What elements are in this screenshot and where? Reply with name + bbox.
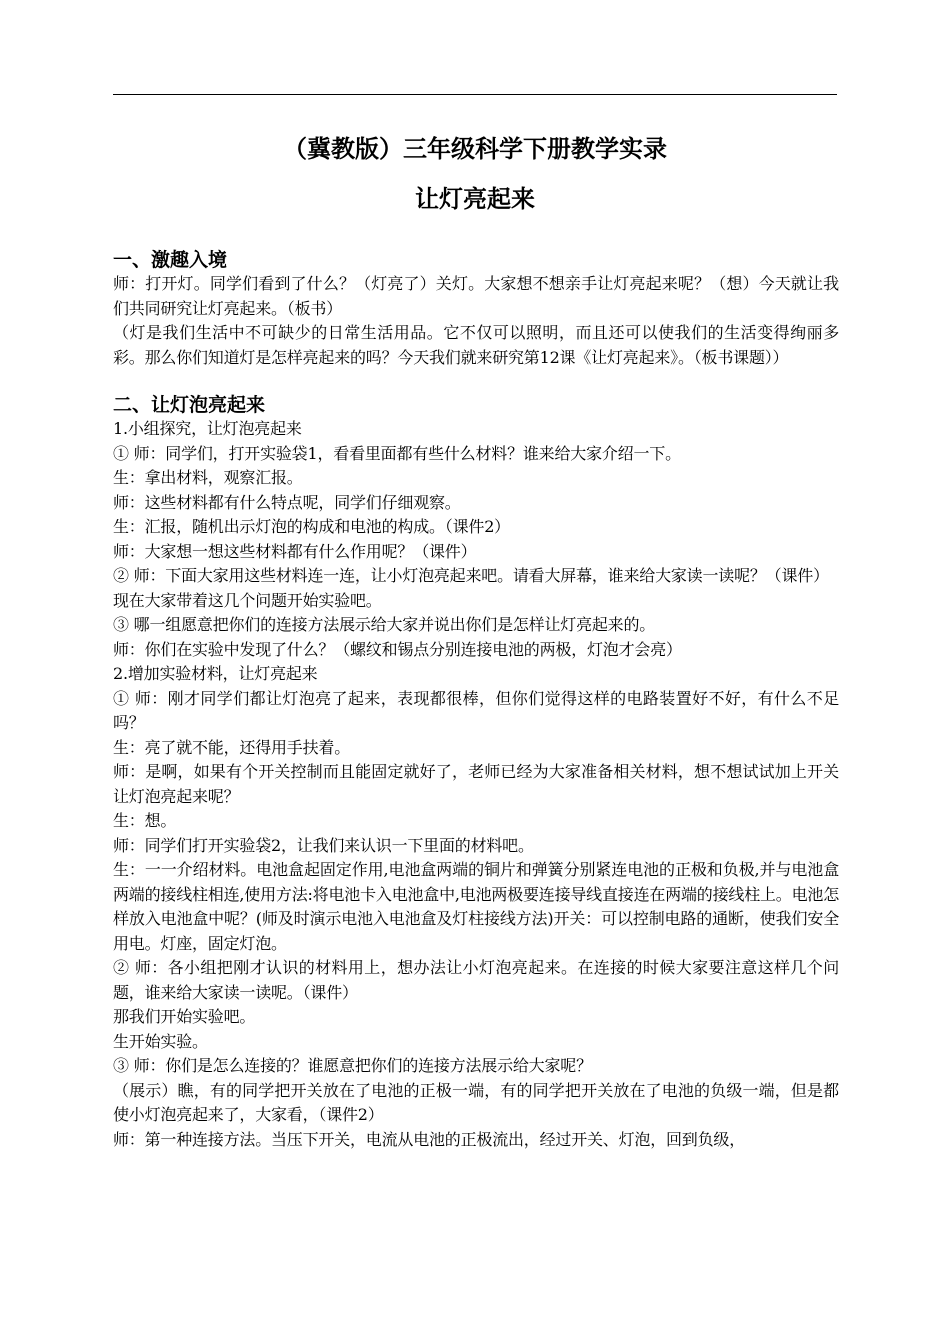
paragraph: 生：亮了就不能，还得用手扶着。: [113, 737, 351, 757]
header-rule: [113, 94, 837, 95]
paragraph: 师：同学们打开实验袋2，让我们来认识一下里面的材料吧。: [113, 835, 534, 855]
paragraph: 生开始实验。: [113, 1031, 208, 1051]
section-heading-1: 一、激趣入境: [113, 249, 228, 271]
paragraph: ② 师：各小组把刚才认识的材料用上，想办法让小灯泡亮起来。在连接的时候大家要注意这样几个问题，谁来给大家读一读呢。（课件）: [113, 958, 839, 1002]
paragraph: 师：你们在实验中发现了什么？（螺纹和锡点分别连接电池的两极，灯泡才会亮）: [113, 639, 682, 659]
paragraph: （展示）瞧，有的同学把开关放在了电池的正极一端，有的同学把开关放在了电池的负级一端，但是都使小灯泡亮起来了，大家看，（课件2）: [113, 1080, 839, 1124]
paragraph: 师：第一种连接方法。当压下开关，电流从电池的正极流出，经过开关、灯泡，回到负级，: [113, 1129, 746, 1149]
paragraph: ① 师：同学们，打开实验袋1，看看里面都有些什么材料？谁来给大家介绍一下。: [113, 443, 681, 463]
paragraph: 现在大家带着这几个问题开始实验吧。: [113, 590, 382, 610]
paragraph: 那我们开始实验吧。: [113, 1007, 256, 1026]
paragraph: 师：打开灯。同学们看到了什么？（灯亮了）关灯。大家想不想亲手让灯亮起来呢？（想）今天就让我们共同研究让灯亮起来。（板书）: [113, 274, 839, 318]
paragraph: 师：这些材料都有什么特点呢，同学们仔细观察。: [113, 492, 461, 512]
paragraph: 1.小组探究，让灯泡亮起来: [113, 419, 302, 438]
document-title: （冀教版）三年级科学下册教学实录: [283, 135, 667, 163]
paragraph: ③ 哪一组愿意把你们的连接方法展示给大家并说出你们是怎样让灯亮起来的。: [113, 615, 656, 634]
paragraph: ② 师：下面大家用这些材料连一连，让小灯泡亮起来吧。请看大屏幕，谁来给大家读一读呢？（课件）: [113, 566, 829, 585]
paragraph: 2.增加实验材料，让灯亮起来: [113, 664, 318, 683]
paragraph: ③ 师：你们是怎么连接的？谁愿意把你们的连接方法展示给大家呢？: [113, 1056, 592, 1075]
paragraph: 生：想。: [113, 811, 177, 830]
document-subtitle: 让灯亮起来: [415, 185, 535, 213]
paragraph: ① 师：刚才同学们都让灯泡亮了起来，表现都很棒，但你们觉得这样的电路装置好不好，有什么不足吗？: [113, 688, 839, 732]
paragraph: （灯是我们生活中不可缺少的日常生活用品。它不仅可以照明，而且还可以使我们的生活变得绚丽多彩。那么你们知道灯是怎样亮起来的吗？今天我们就来研究第12课《让灯亮起来》。（板书课题））: [113, 323, 839, 367]
paragraph: 师：大家想一想这些材料都有什么作用呢？（课件）: [113, 541, 477, 561]
paragraph: 生：汇报，随机出示灯泡的构成和电池的构成。（课件2）: [113, 517, 510, 536]
paragraph: 师：是啊，如果有个开关控制而且能固定就好了，老师已经为大家准备相关材料，想不想试试加上开关让灯泡亮起来呢？: [113, 762, 839, 806]
section-heading-2: 二、让灯泡亮起来: [113, 394, 266, 416]
paragraph: 生：一一介绍材料。电池盒起固定作用,电池盒两端的铜片和弹簧分别紧连电池的正极和负极,并与电池盒两端的接线柱相连,使用方法:将电池卡入电池盒中,电池两极要连接导线直接连在两端的接线柱上。电池怎样放入电池盒中呢？(师及时演示电池入电池盒及灯柱接线方法)开关：可以控制电路的通断，使我们安全用电。灯座，固定灯泡。: [113, 860, 839, 953]
paragraph: 生：拿出材料，观察汇报。: [113, 468, 303, 487]
document-body: [113, 248, 839, 1152]
